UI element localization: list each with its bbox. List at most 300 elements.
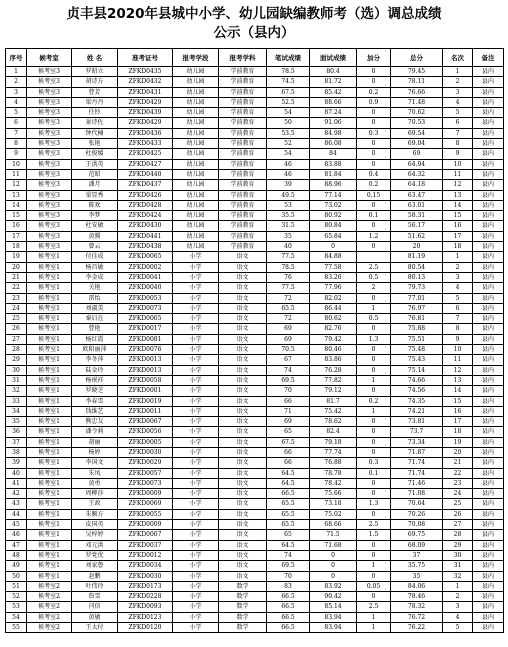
table-cell: 候考室1 (27, 520, 72, 530)
table-cell: 0 (357, 571, 391, 581)
table-cell: 77.5 (267, 283, 310, 293)
table-cell: 71.74 (391, 458, 443, 468)
table-cell: 县内 (473, 67, 504, 77)
table-cell: 0 (357, 293, 391, 303)
table-cell: 0.1 (357, 468, 391, 478)
table-cell: 0 (357, 355, 391, 365)
table-cell: 63.01 (391, 200, 443, 210)
table-cell: ZFKD0093 (118, 602, 173, 612)
table-cell: 语文 (219, 520, 267, 530)
table-cell: 小学 (173, 623, 219, 633)
table-cell: 28 (6, 345, 27, 355)
table-cell: 秦启在 (72, 314, 118, 324)
table-cell: 杨婷 (72, 447, 118, 457)
table-cell: 1 (443, 67, 473, 77)
table-cell: 13 (443, 375, 473, 385)
table-cell: 70.5 (267, 345, 310, 355)
table-cell: 县内 (473, 283, 504, 293)
table-cell: 小学 (173, 437, 219, 447)
table-cell: 0 (357, 221, 391, 231)
table-cell: 0 (357, 489, 391, 499)
table-row (6, 602, 504, 612)
table-cell: 2 (443, 592, 473, 602)
table-cell: 小学 (173, 468, 219, 478)
table-cell: 候考室3 (27, 128, 72, 138)
table-cell: 79.45 (391, 67, 443, 77)
table-cell: 66 (267, 396, 310, 406)
table-cell: 县内 (473, 118, 504, 128)
table-row (6, 571, 504, 581)
table-cell: 1 (357, 303, 391, 313)
table-cell: ZFKD0041 (118, 272, 173, 282)
table-cell: 35 (391, 571, 443, 581)
table-cell: 学前教育 (219, 149, 267, 159)
table-cell: 朱凤 (72, 468, 118, 478)
table-cell: 语文 (219, 283, 267, 293)
table-cell: 陆金玲 (72, 365, 118, 375)
table-cell: 71.5 (310, 530, 357, 540)
table-cell: 7 (443, 128, 473, 138)
column-header: 姓 名 (72, 49, 118, 67)
table-row (6, 581, 504, 591)
table-row (6, 149, 504, 159)
table-cell: 语文 (219, 334, 267, 344)
table-cell: 31.5 (267, 221, 310, 231)
table-cell: 77.58 (310, 262, 357, 272)
table-cell: 14 (443, 200, 473, 210)
table-cell: 8 (6, 139, 27, 149)
table-cell: 县内 (473, 324, 504, 334)
table-cell: 54 (267, 108, 310, 118)
table-cell: 小学 (173, 530, 219, 540)
table-cell: 14 (6, 200, 27, 210)
table-cell: 84.88 (310, 252, 357, 262)
table-cell: 0 (357, 242, 391, 252)
table-cell: 78.11 (391, 77, 443, 87)
table-cell: 50 (6, 571, 27, 581)
table-cell: 76.88 (310, 458, 357, 468)
column-header: 总分 (391, 49, 443, 67)
table-cell: 83.26 (310, 272, 357, 282)
table-cell: 25 (443, 499, 473, 509)
table-cell: 候考室3 (27, 108, 72, 118)
table-cell: 88.66 (310, 97, 357, 107)
table-cell: 语文 (219, 386, 267, 396)
table-cell: 2 (357, 283, 391, 293)
table-cell: 1.3 (357, 334, 391, 344)
table-cell: 81.84 (310, 169, 357, 179)
table-cell: 县内 (473, 149, 504, 159)
table-cell: 小学 (173, 499, 219, 509)
table-cell: 候考室2 (27, 592, 72, 602)
table-row (6, 530, 504, 540)
table-cell: 县内 (473, 417, 504, 427)
table-cell: 语文 (219, 437, 267, 447)
table-cell: 候考室3 (27, 231, 72, 241)
table-cell: 县内 (473, 623, 504, 633)
table-cell: 县内 (473, 561, 504, 571)
table-row (6, 612, 504, 622)
table-cell: 77.74 (310, 447, 357, 457)
table-cell: 0.05 (357, 581, 391, 591)
table-cell: 幼儿园 (173, 190, 219, 200)
table-cell: 语文 (219, 365, 267, 375)
table-row (6, 77, 504, 87)
table-cell: 73.02 (310, 200, 357, 210)
table-cell: ZFKD0053 (118, 293, 173, 303)
table-row (6, 334, 504, 344)
table-cell: 11 (6, 169, 27, 179)
table-cell: 候考室3 (27, 139, 72, 149)
table-cell: 候考室1 (27, 293, 72, 303)
table-cell: 小学 (173, 612, 219, 622)
table-cell: 学前教育 (219, 180, 267, 190)
table-cell: ZFKD0013 (118, 355, 173, 365)
table-cell: 80.46 (310, 345, 357, 355)
table-cell: 6 (443, 118, 473, 128)
table-cell: 候考室1 (27, 437, 72, 447)
table-cell: 潘令莉 (72, 427, 118, 437)
table-cell: 罗党优 (72, 550, 118, 560)
table-cell: 候考室3 (27, 200, 72, 210)
table-cell: 候考室1 (27, 303, 72, 313)
table-cell: 54 (6, 612, 27, 622)
table-cell: 70 (267, 571, 310, 581)
table-cell: ZFKD0431 (118, 87, 173, 97)
table-cell: 语文 (219, 478, 267, 488)
table-cell: 语文 (219, 499, 267, 509)
table-cell: 小学 (173, 447, 219, 457)
table-cell: ZFKD0428 (118, 200, 173, 210)
table-cell: 69 (267, 417, 310, 427)
table-cell: 数学 (219, 612, 267, 622)
table-cell: 78.5 (267, 67, 310, 77)
table-cell: 县内 (473, 77, 504, 87)
table-cell: 0 (357, 149, 391, 159)
table-cell: ZFKD0034 (118, 561, 173, 571)
table-cell: 74.35 (391, 396, 443, 406)
table-cell: ZFKD0067 (118, 530, 173, 540)
table-cell: 小学 (173, 355, 219, 365)
table-cell: 候考室1 (27, 478, 72, 488)
table-cell: 曹芳 (72, 87, 118, 97)
table-cell: 王政 (72, 499, 118, 509)
table-cell: 候考室1 (27, 355, 72, 365)
table-cell: 69.54 (391, 128, 443, 138)
table-cell: 语文 (219, 396, 267, 406)
table-cell: 26 (443, 509, 473, 519)
table-cell: 语文 (219, 303, 267, 313)
table-cell: 0 (310, 242, 357, 252)
table-cell: 县内 (473, 272, 504, 282)
table-row (6, 623, 504, 633)
table-cell: 县内 (473, 386, 504, 396)
table-cell: ZFKD0019 (118, 396, 173, 406)
table-cell: 县内 (473, 262, 504, 272)
table-cell: 16 (443, 221, 473, 231)
table-cell: 2 (443, 262, 473, 272)
table-row (6, 520, 504, 530)
table-cell: 70.53 (391, 118, 443, 128)
table-cell: 0 (357, 345, 391, 355)
table-cell: 县内 (473, 437, 504, 447)
table-cell: 小学 (173, 345, 219, 355)
table-cell: 语文 (219, 345, 267, 355)
table-cell: 3 (6, 87, 27, 97)
table-cell: 候考室1 (27, 509, 72, 519)
table-cell: 70 (267, 386, 310, 396)
table-cell: 52 (6, 592, 27, 602)
table-cell: 0.4 (357, 169, 391, 179)
table-cell: 语文 (219, 571, 267, 581)
table-cell: 85.42 (310, 87, 357, 97)
table-cell: 幼儿园 (173, 180, 219, 190)
table-cell: 64.5 (267, 468, 310, 478)
table-cell: 73.34 (391, 437, 443, 447)
table-cell: 0 (357, 417, 391, 427)
table-cell: 76.22 (391, 623, 443, 633)
table-cell: 20 (443, 447, 473, 457)
table-cell: 70.08 (391, 520, 443, 530)
table-cell: 县内 (473, 571, 504, 581)
table-cell: ZFKD0081 (118, 334, 173, 344)
table-cell: ZFKD0073 (118, 303, 173, 313)
table-cell: 候考室1 (27, 427, 72, 437)
table-cell: 0 (357, 200, 391, 210)
table-cell: 77.14 (310, 190, 357, 200)
table-cell: 0 (310, 571, 357, 581)
table-row (6, 252, 504, 262)
table-cell: 小学 (173, 262, 219, 272)
table-cell: 63.47 (391, 190, 443, 200)
table-cell: 20 (6, 262, 27, 272)
table-cell: 77.01 (391, 293, 443, 303)
table-cell: 学前教育 (219, 118, 267, 128)
table-cell: 候考室3 (27, 149, 72, 159)
table-cell: 65.5 (267, 499, 310, 509)
table-cell: 小学 (173, 427, 219, 437)
table-cell: 0 (357, 509, 391, 519)
table-cell: 68.66 (310, 520, 357, 530)
table-cell: 64.5 (267, 540, 310, 550)
table-cell: 赵鹏 (72, 571, 118, 581)
table-cell: 曹艳 (72, 324, 118, 334)
table-cell: 范昭 (72, 169, 118, 179)
table-row (6, 417, 504, 427)
table-cell: 语文 (219, 458, 267, 468)
table-cell: 77.82 (310, 375, 357, 385)
table-cell: 12 (443, 180, 473, 190)
table-cell: 52.5 (267, 97, 310, 107)
table-cell: 71.68 (310, 540, 357, 550)
table-cell: 县内 (473, 427, 504, 437)
table-cell: 0.2 (357, 87, 391, 97)
table-cell: 任铃 (72, 108, 118, 118)
table-cell: 候考室1 (27, 396, 72, 406)
table-cell: 候考室1 (27, 458, 72, 468)
table-cell: 67 (267, 355, 310, 365)
table-cell: 45 (6, 520, 27, 530)
table-cell: 胡丽 (72, 437, 118, 447)
table-row (6, 509, 504, 519)
table-cell: 53 (6, 602, 27, 612)
table-cell: 小学 (173, 406, 219, 416)
table-cell: 县内 (473, 180, 504, 190)
table-cell: ZFKD0067 (118, 417, 173, 427)
table-cell: 小学 (173, 458, 219, 468)
table-cell: 32 (6, 386, 27, 396)
table-cell: 49.5 (267, 190, 310, 200)
table-cell: 78.46 (391, 592, 443, 602)
table-cell: 55 (6, 623, 27, 633)
table-cell: 候考室1 (27, 345, 72, 355)
table-cell: 幼儿园 (173, 221, 219, 231)
table-cell: 65.5 (267, 520, 310, 530)
table-cell: 12 (6, 180, 27, 190)
table-cell: 学前教育 (219, 67, 267, 77)
table-cell: 7 (6, 128, 27, 138)
table-cell: 22 (6, 283, 27, 293)
table-row (6, 324, 504, 334)
table-cell: 25 (6, 314, 27, 324)
table-cell: 0 (357, 159, 391, 169)
table-cell: 语文 (219, 324, 267, 334)
table-cell: 熊忠友 (72, 417, 118, 427)
table-cell: 0 (357, 324, 391, 334)
table-cell: 74 (267, 550, 310, 560)
table-cell: 学前教育 (219, 77, 267, 87)
table-cell: 76.72 (391, 612, 443, 622)
table-cell: 县内 (473, 190, 504, 200)
table-cell: 0 (357, 540, 391, 550)
table-cell: 13 (443, 190, 473, 200)
table-cell: 15 (443, 396, 473, 406)
table-cell: 候考室1 (27, 375, 72, 385)
table-cell: 候考室1 (27, 468, 72, 478)
table-cell: 0.5 (357, 272, 391, 282)
table-row (6, 396, 504, 406)
table-cell: ZFKD0058 (118, 375, 173, 385)
table-row (6, 87, 504, 97)
table-cell: 78.78 (310, 468, 357, 478)
table-cell: 县内 (473, 97, 504, 107)
table-cell: 19 (443, 437, 473, 447)
table-cell: 黄腾 (72, 231, 118, 241)
table-cell: 84 (310, 149, 357, 159)
table-cell: ZFKD0429 (118, 97, 173, 107)
table-cell: 66.5 (267, 489, 310, 499)
table-cell: 0 (310, 561, 357, 571)
table-cell: ZFKD0057 (118, 468, 173, 478)
table-cell: ZFKD0429 (118, 118, 173, 128)
table-cell: 候考室1 (27, 272, 72, 282)
table-cell: 学前教育 (219, 128, 267, 138)
table-cell: ZFKD0425 (118, 149, 173, 159)
table-cell: 县内 (473, 139, 504, 149)
table-cell: 数学 (219, 623, 267, 633)
table-cell: 2.5 (357, 520, 391, 530)
table-cell: ZFKD0065 (118, 314, 173, 324)
table-cell: 景诗佐 (72, 118, 118, 128)
table-cell: 4 (443, 97, 473, 107)
table-cell: ZFKD0441 (118, 231, 173, 241)
table-cell: 3 (443, 272, 473, 282)
table-cell: 73.18 (310, 499, 357, 509)
table-cell: 县内 (473, 252, 504, 262)
table-cell: 83.86 (310, 355, 357, 365)
table-cell: 40 (267, 242, 310, 252)
table-cell: 23 (443, 478, 473, 488)
table-cell: 30 (443, 550, 473, 560)
table-cell: 51 (6, 581, 27, 591)
table-cell: 0.3 (357, 458, 391, 468)
table-cell: 5 (443, 108, 473, 118)
table-cell: 候考室1 (27, 334, 72, 344)
table-cell: 小学 (173, 571, 219, 581)
table-row (6, 365, 504, 375)
table-cell: 9 (443, 149, 473, 159)
score-table (5, 48, 504, 633)
table-cell: 5 (6, 108, 27, 118)
table-cell: 梁丹丹 (72, 97, 118, 107)
table-row (6, 169, 504, 179)
table-cell: 学前教育 (219, 242, 267, 252)
table-cell: 56.17 (391, 221, 443, 231)
table-cell: 74.56 (391, 386, 443, 396)
table-cell: 幼儿园 (173, 87, 219, 97)
table-cell: 幼儿园 (173, 67, 219, 77)
table-cell: 80.4 (310, 67, 357, 77)
table-row (6, 293, 504, 303)
table-row (6, 303, 504, 313)
table-cell: 学前教育 (219, 221, 267, 231)
table-cell: 小学 (173, 314, 219, 324)
table-cell: 叶伟玲 (72, 581, 118, 591)
table-cell: 0 (357, 77, 391, 87)
table-cell: ZFKD0005 (118, 437, 173, 447)
column-header: 名次 (443, 49, 473, 67)
table-cell: 县内 (473, 200, 504, 210)
table-cell: 6 (443, 303, 473, 313)
table-cell: 83.94 (310, 623, 357, 633)
table-cell: 69.04 (391, 139, 443, 149)
table-cell: 82.76 (310, 324, 357, 334)
table-cell: ZFKD0228 (118, 592, 173, 602)
table-cell: 48 (6, 550, 27, 560)
table-cell: 40 (6, 468, 27, 478)
table-cell: 65.84 (310, 231, 357, 241)
table-cell: 79.18 (310, 437, 357, 447)
table-cell: 75.51 (391, 334, 443, 344)
table-cell: 小学 (173, 520, 219, 530)
table-cell: 81.19 (391, 252, 443, 262)
table-cell: 83.88 (310, 159, 357, 169)
table-body (6, 67, 504, 633)
table-cell: 小学 (173, 252, 219, 262)
table-cell: 幼儿园 (173, 159, 219, 169)
table-cell: 县内 (473, 520, 504, 530)
table-cell: 79.42 (310, 334, 357, 344)
table-cell: 64.18 (391, 180, 443, 190)
table-cell: 数学 (219, 581, 267, 591)
table-cell: 81.7 (310, 396, 357, 406)
table-cell: ZFKD0017 (118, 324, 173, 334)
table-cell: ZFKD0120 (118, 623, 173, 633)
table-cell: 小学 (173, 334, 219, 344)
table-cell: 县内 (473, 581, 504, 591)
table-cell: 语文 (219, 468, 267, 478)
table-cell: 46 (267, 169, 310, 179)
